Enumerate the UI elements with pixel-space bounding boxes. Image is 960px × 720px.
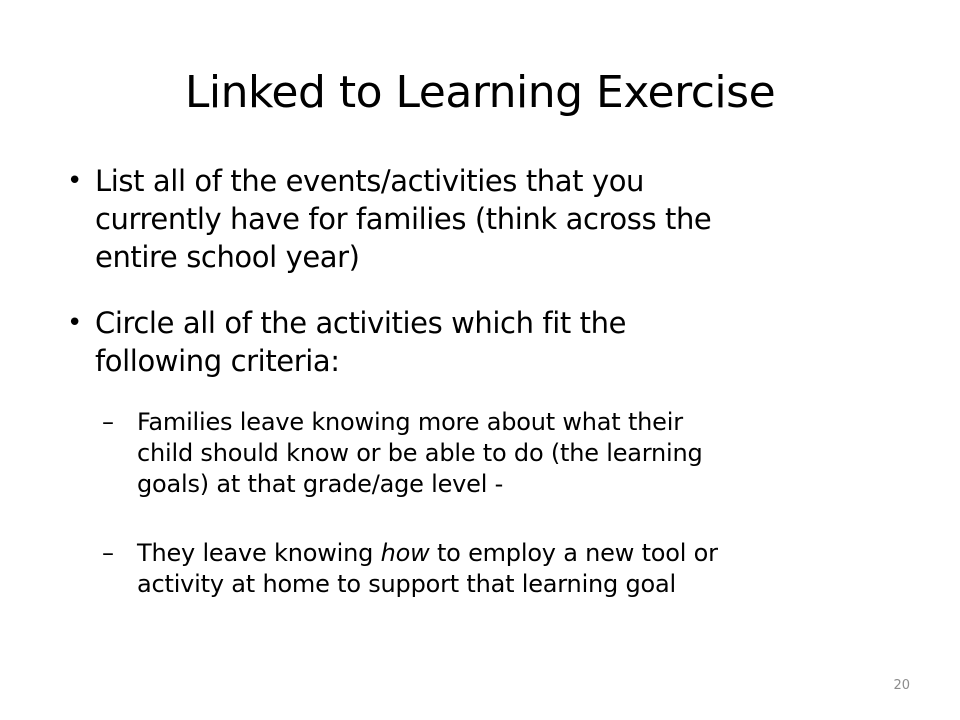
bullet-marker: •	[67, 308, 82, 338]
bullet-item	[67, 304, 627, 380]
bullet-line: List all of the events/activities that you	[95, 164, 645, 198]
sub-bullet-emphasis: how	[380, 539, 430, 567]
sub-bullet-text: They leave knowing	[137, 539, 381, 567]
sub-bullet-item	[102, 407, 703, 500]
bullet-line: following criteria:	[95, 344, 340, 378]
bullet-marker: •	[67, 166, 82, 196]
slide-title: Linked to Learning Exercise	[184, 67, 776, 118]
sub-bullet-item	[102, 538, 718, 600]
bullet-item	[67, 162, 712, 276]
sub-bullet-marker: –	[102, 539, 114, 567]
page-number: 20	[893, 678, 910, 693]
sub-bullet-line: goals) at that grade/age level -	[137, 470, 504, 498]
bullet-line: currently have for families (think across the	[95, 202, 712, 236]
sub-bullet-marker: –	[102, 408, 114, 436]
sub-bullet-line: child should know or be able to do (the learning	[137, 439, 703, 467]
sub-bullet-text: to employ a new tool or	[429, 539, 718, 567]
bullet-line: entire school year)	[95, 240, 360, 274]
sub-bullet-line: activity at home to support that learning goal	[137, 570, 677, 598]
sub-bullet-line: Families leave knowing more about what their	[137, 408, 683, 436]
sub-bullet-line	[137, 538, 718, 569]
bullet-line: Circle all of the activities which fit the	[95, 306, 627, 340]
